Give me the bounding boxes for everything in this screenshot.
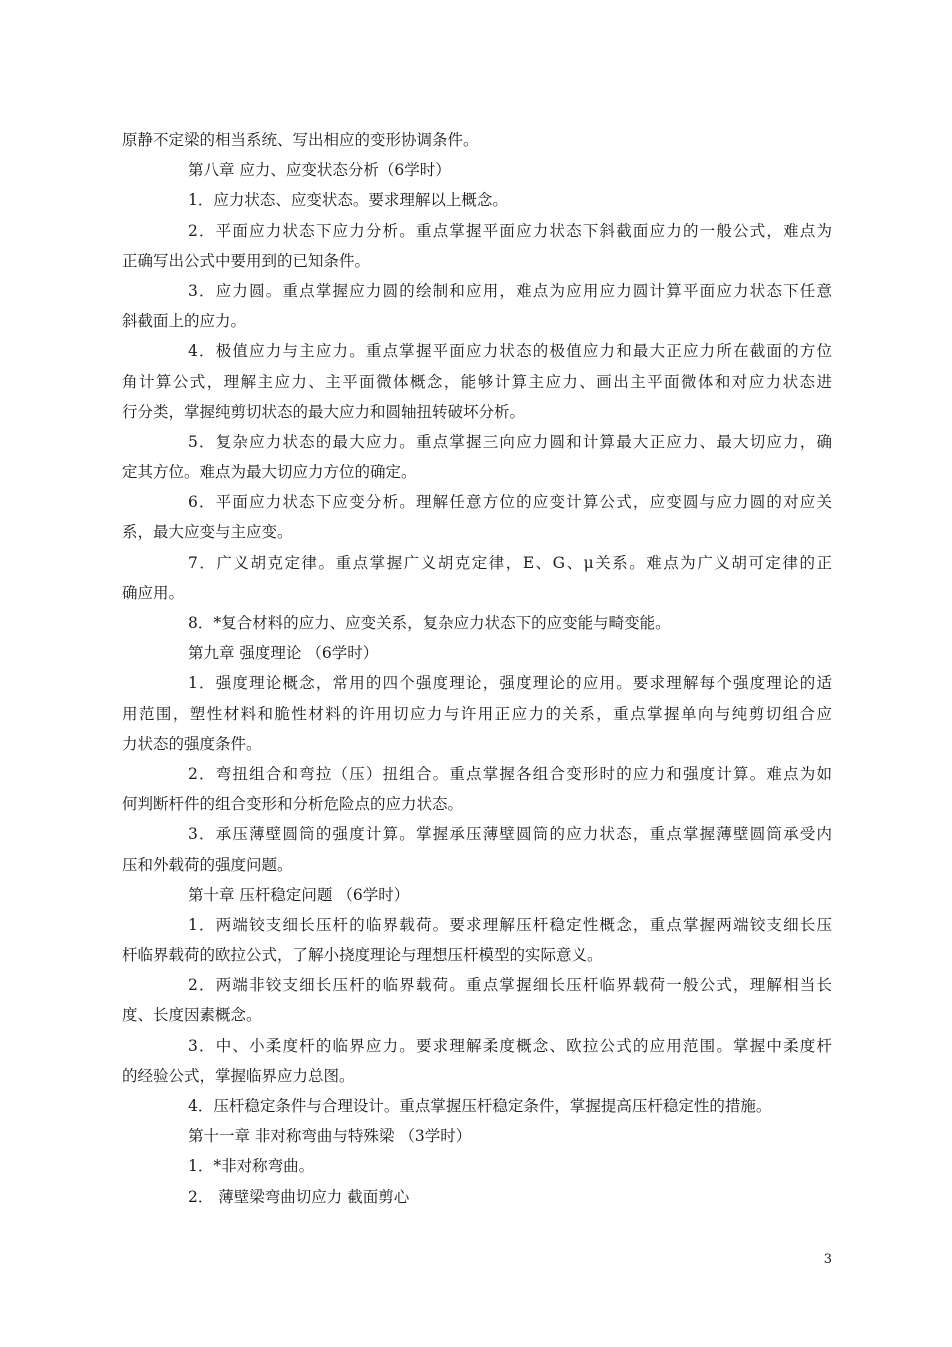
text-line: 3．中、小柔度杆的临界应力。要求理解柔度概念、欧拉公式的应用范围。掌握中柔度杆 <box>188 1036 832 1055</box>
text-line: 系，最大应变与主应变。 <box>122 523 293 542</box>
text-line: 1．应力状态、应变状态。要求理解以上概念。 <box>188 191 508 210</box>
text-line: 斜截面上的应力。 <box>122 312 247 331</box>
text-line: 行分类，掌握纯剪切状态的最大应力和圆轴扭转破坏分析。 <box>122 402 526 421</box>
text-line: 第十章 压杆稳定问题 （6学时） <box>188 885 410 904</box>
text-line: 第九章 强度理论 （6学时） <box>188 644 379 663</box>
text-line: 度、长度因素概念。 <box>122 1006 262 1025</box>
text-line: 角计算公式，理解主应力、主平面微体概念，能够计算主应力、画出主平面微体和对应力状态进 <box>122 372 832 391</box>
text-line: 7．广义胡克定律。重点掌握广义胡克定律，E、G、μ关系。难点为广义胡可定律的正 <box>188 553 832 572</box>
text-line: 1．*非对称弯曲。 <box>188 1157 315 1176</box>
text-line: 5．复杂应力状态的最大应力。重点掌握三向应力圆和计算最大正应力、最大切应力，确 <box>188 432 832 451</box>
text-line: 力状态的强度条件。 <box>122 734 262 753</box>
text-line: 2．弯扭组合和弯拉（压）扭组合。重点掌握各组合变形时的应力和强度计算。难点为如 <box>188 764 832 783</box>
text-line: 1．强度理论概念，常用的四个强度理论，强度理论的应用。要求理解每个强度理论的适 <box>188 674 832 693</box>
text-line: 2． 薄壁梁弯曲切应力 截面剪心 <box>188 1187 410 1206</box>
text-line: 8．*复合材料的应力、应变关系，复杂应力状态下的应变能与畸变能。 <box>188 614 671 632</box>
text-line: 确应用。 <box>122 583 185 602</box>
text-line: 的经验公式，掌握临界应力总图。 <box>122 1066 355 1085</box>
text-line: 4．压杆稳定条件与合理设计。重点掌握压杆稳定条件，掌握提高压杆稳定性的措施。 <box>188 1097 772 1115</box>
text-line: 6．平面应力状态下应变分析。理解任意方位的应变计算公式，应变圆与应力圆的对应关 <box>188 493 832 512</box>
text-line: 2．平面应力状态下应力分析。重点掌握平面应力状态下斜截面应力的一般公式，难点为 <box>188 221 832 240</box>
text-line: 4．极值应力与主应力。重点掌握平面应力状态的极值应力和最大正应力所在截面的方位 <box>188 342 832 361</box>
page-number: 3 <box>823 1252 832 1267</box>
text-line: 定其方位。难点为最大切应力方位的确定。 <box>122 463 417 482</box>
text-line: 原静不定梁的相当系统、写出相应的变形协调条件。 <box>122 131 479 149</box>
text-line: 何判断杆件的组合变形和分析危险点的应力状态。 <box>122 795 464 814</box>
text-line: 第十一章 非对称弯曲与特殊梁 （3学时） <box>188 1127 472 1146</box>
text-line: 压和外载荷的强度问题。 <box>122 855 293 874</box>
text-line: 杆临界载荷的欧拉公式，了解小挠度理论与理想压杆模型的实际意义。 <box>122 946 603 965</box>
text-line: 用范围，塑性材料和脆性材料的许用切应力与许用正应力的关系，重点掌握单向与纯剪切组合应 <box>122 704 832 723</box>
text-line: 3．应力圆。重点掌握应力圆的绘制和应用，难点为应用应力圆计算平面应力状态下任意 <box>188 281 832 300</box>
text-line: 第八章 应力、应变状态分析（6学时） <box>188 161 451 180</box>
text-line: 2．两端非铰支细长压杆的临界载荷。重点掌握细长压杆临界载荷一般公式，理解相当长 <box>188 976 832 995</box>
text-line: 1．两端铰支细长压杆的临界载荷。要求理解压杆稳定性概念，重点掌握两端铰支细长压 <box>188 915 832 934</box>
text-line: 3．承压薄壁圆筒的强度计算。掌握承压薄壁圆筒的应力状态，重点掌握薄壁圆筒承受内 <box>188 825 832 844</box>
text-line: 正确写出公式中要用到的已知条件。 <box>122 251 371 270</box>
body-text <box>122 125 832 1212</box>
